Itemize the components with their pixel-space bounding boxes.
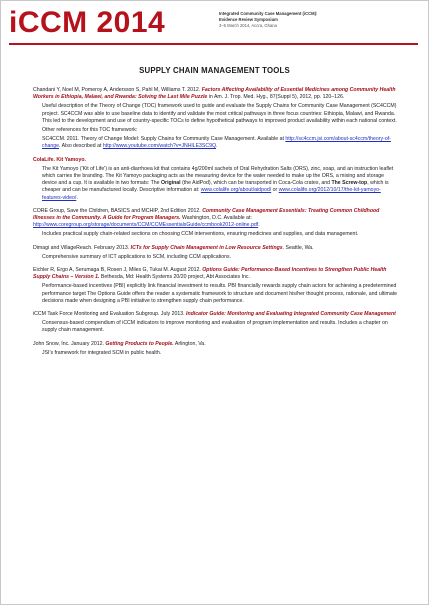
reference-citation: . Seattle, Wa. bbox=[282, 244, 314, 251]
reference-item bbox=[33, 341, 400, 357]
reference-description bbox=[33, 320, 400, 334]
other-references-label: Other references for this TOC framework: bbox=[42, 127, 138, 134]
page-header bbox=[9, 7, 418, 41]
reference-title: ColaLife. Kit Yamoyo. bbox=[33, 156, 86, 163]
reference-citation: in Am. J. Trop. Med. Hyg., 87(Suppl 5), 2012, pp. 120–126. bbox=[208, 94, 345, 101]
reference-authors: John Snow, Inc. January 2012. bbox=[33, 340, 104, 347]
other-reference-mid: . Also described at bbox=[59, 143, 102, 150]
reference-description bbox=[33, 103, 400, 150]
kit-original-label: Original bbox=[161, 180, 181, 187]
reference-title: Options Guide: Performance-Based Incentives to Strengthen Public Health Supply Chains – Version 1. bbox=[33, 267, 387, 281]
reference-heading bbox=[33, 87, 400, 101]
reference-heading bbox=[33, 245, 400, 252]
reference-citation: Washington, D.C. Available at: bbox=[182, 215, 252, 222]
other-reference-end: . bbox=[216, 143, 218, 150]
reference-heading bbox=[33, 267, 400, 281]
description-text: Comprehensive summary of ICT applications to SCM, including CCM applications. bbox=[42, 253, 232, 260]
description-text: Useful description of the Theory of Change (TOC) framework used to guide and evaluate the Supply Chains for Community Case Management (SC4CCM) project. SC4CCM was able to use baseline data to identify and validate the most critical pathways in three focus countries: Ethiopia, Malawi, and Rwanda. This led to the development and use of country-specific TOCs to define hypothetical pathways to improved product availability within each national context. bbox=[42, 103, 397, 124]
header-divider bbox=[9, 43, 418, 45]
description-text: Includes practical supply chain-related sections on choosing CCM interventions, ensuring medicines and supplies, and data management. bbox=[42, 231, 359, 238]
description-text: JSI's framework for integrated SCM in public health. bbox=[42, 349, 162, 356]
kit-description-end: . bbox=[76, 194, 78, 201]
sc4ccm-toc-link[interactable]: http://sc4ccm.jsi.com/about-sc4ccm/theory-of-change bbox=[42, 136, 391, 150]
kit-description-a: The Kit Yamoyo ('Kit of Life') is an anti-diarrhoea kit that contains 4g/200ml sachets of Oral Rehydration Salts (ORS), zinc, soap, and an instruction leaflet which carries the branding. The Kit Yamoyo packaging acts as the measuring device for the water needed to make up the ORS, a mixing and storage device and a cup. It is available in two formats: The bbox=[42, 165, 394, 187]
reference-description bbox=[33, 166, 400, 202]
reference-title: Community Case Management Essentials: Treating Common Childhood Illnesses in the Community. A Guide for Program Managers. bbox=[33, 207, 380, 222]
reference-description bbox=[33, 254, 400, 261]
reference-title: ICTs for Supply Chain Management in Low Resource Settings bbox=[130, 244, 283, 251]
reference-title: Getting Products to People. bbox=[105, 340, 174, 347]
reference-authors: iCCM Task Force Monitoring and Evaluation Subgroup. July 2013. bbox=[33, 311, 185, 318]
reference-item bbox=[33, 208, 400, 239]
reference-authors: Dimagi and VillageReach. February 2013. bbox=[33, 244, 130, 251]
subtitle-line-3: 3–5 March 2014, Accra, Ghana bbox=[219, 23, 277, 28]
other-reference-body: SC4CCM. 2011. Theory of Change Model: Supply Chains for Community Case Management. Available at bbox=[42, 136, 284, 143]
youtube-link[interactable]: http://www.youtube.com/watch?v=JNHlLE3SC9Q bbox=[102, 143, 217, 150]
other-reference-text bbox=[42, 136, 400, 150]
subtitle-line-1: Integrated Community Case Management (iCCM): bbox=[219, 11, 318, 16]
description-text: Performance-based incentives (PBI) explicitly link financial investment to results. PBI financially rewards supply chain actors for achieving a predetermined performance target The Options Guide offers the reader a systematic framework to structure and document his/her thought process, rationale, and ultimate decisions made when designing a PBI initiative to strengthen supply chain performance. bbox=[42, 283, 398, 304]
reference-item bbox=[33, 157, 400, 202]
reference-title: Indicator Guide: Monitoring and Evaluating Integrated Community Case Management bbox=[186, 311, 396, 318]
kit-screwtop-label: The Screw-top bbox=[331, 180, 368, 187]
reference-heading bbox=[33, 311, 400, 318]
reference-title: Factors Affecting Availability of Essential Medicines among Community Health Workers in Ethiopia, Malawi, and Rwanda: Solving the Last Mile Puzzle bbox=[33, 87, 396, 101]
kit-description-c: , which is cheaper and can be manufactured locally. Descriptive information at: bbox=[42, 180, 389, 194]
reference-item bbox=[33, 245, 400, 261]
reference-heading bbox=[33, 157, 400, 164]
header-subtitle bbox=[219, 11, 429, 29]
reference-authors: Chandani Y, Noel M, Pomeroy A, Andersson S, Pahl M, Williams T. 2012. bbox=[33, 87, 201, 93]
kit-description-b: (the AidPod), which can be transported in Coca-Cola crates, and bbox=[182, 180, 331, 187]
reference-item bbox=[33, 311, 400, 335]
colalife-video-link[interactable]: www.colalife.org/2012/10/17/the-kit-yamoyo-features-video/ bbox=[42, 187, 381, 201]
reference-authors: Eichler R, Ergo A, Serumaga B, Rosen J, Miles G, Tukai M. August 2012. bbox=[33, 267, 201, 274]
reference-authors: CORE Group, Save the Children, BASICS and MCHIP, 2nd Edition 2012. bbox=[33, 207, 201, 214]
page-title: SUPPLY CHAIN MANAGEMENT TOOLS bbox=[139, 66, 290, 75]
reference-description bbox=[33, 350, 400, 357]
reference-citation: Bethesda, Md: Health Systems 20/20 project, Abt Associates Inc. bbox=[100, 274, 250, 281]
iccm-logo: iCCM 2014 bbox=[9, 6, 166, 39]
description-text: Consensus-based compendium of iCCM indicators to improve monitoring and evaluation of program implementation and results. Includes a chapter on supply chain management. bbox=[42, 320, 388, 334]
coregroup-guide-link[interactable]: http://www.coregroup.org/storage/documents/CCM/CCMEssentialsGuide/ccmbook2012-online.pdf bbox=[33, 222, 259, 229]
reference-item bbox=[33, 267, 400, 305]
reference-description bbox=[33, 283, 400, 305]
subtitle-line-2: Evidence Review Symposium bbox=[219, 17, 278, 22]
reference-item bbox=[33, 87, 400, 151]
reference-heading bbox=[33, 341, 400, 348]
or-text: or bbox=[272, 187, 278, 194]
colalife-aidpod-link[interactable]: www.colalife.org/about/aidpod/ bbox=[200, 187, 272, 194]
reference-heading bbox=[33, 208, 400, 230]
reference-citation: Arlington, Va. bbox=[174, 340, 206, 347]
reference-end: . bbox=[258, 222, 260, 229]
reference-list bbox=[33, 87, 400, 363]
description-text bbox=[42, 166, 400, 202]
reference-description bbox=[33, 231, 400, 238]
